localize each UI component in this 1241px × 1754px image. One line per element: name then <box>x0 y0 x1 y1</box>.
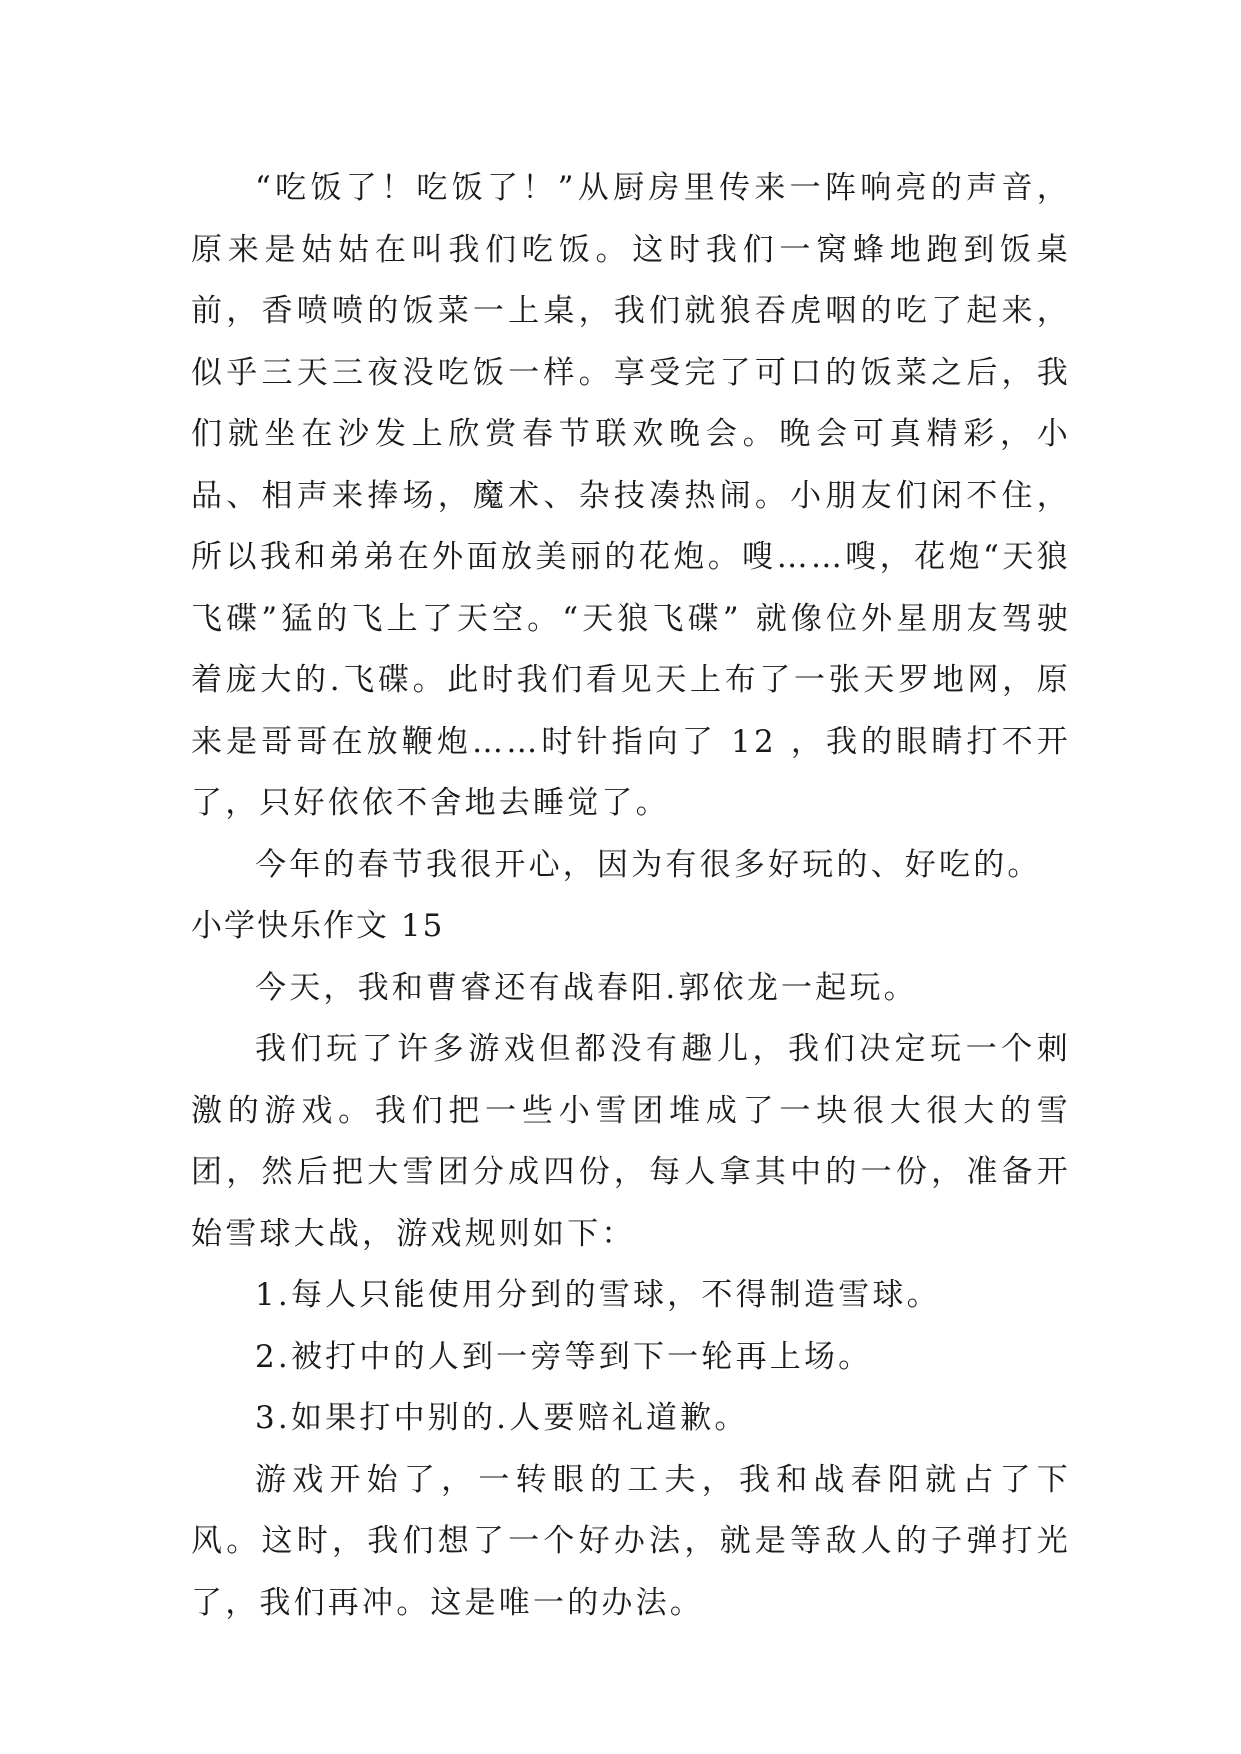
document-page <box>191 158 1071 1634</box>
rule-2: 2.被打中的人到一旁等到下一轮再上场。 <box>255 1338 873 1375</box>
rule-1: 1.每人只能使用分到的雪球，不得制造雪球。 <box>255 1277 941 1313</box>
paragraph-games: 我们玩了许多游戏但都没有趣儿，我们决定玩一个刺激的游戏。我们把一些小雪团堆成了一块很大很大的雪团，然后把大雪团分成四份，每人拿其中的一份，准备开始雪球大战，游戏规则如下： <box>191 1031 1071 1252</box>
paragraph-today: 今天，我和曹睿还有战春阳.郭依龙一起玩。 <box>255 969 918 1006</box>
paragraph-spring-festival-happy: 今年的春节我很开心，因为有很多好玩的、好吃的。 <box>255 846 1042 883</box>
section-title: 小学快乐作文 15 <box>191 908 445 944</box>
rule-3: 3.如果打中别的.人要赔礼道歉。 <box>255 1400 749 1436</box>
paragraph-game-start: 游戏开始了，一转眼的工夫，我和战春阳就占了下风。这时，我们想了一个好办法，就是等敌人的子弹打光了，我们再冲。这是唯一的办法。 <box>191 1461 1071 1621</box>
paragraph-dinner: “吃饭了！吃饭了！”从厨房里传来一阵响亮的声音，原来是姑姑在叫我们吃饭。这时我们一窝蜂地跑到饭桌前，香喷喷的饭菜一上桌，我们就狼吞虎咽的吃了起来，似乎三天三夜没吃饭一样。享受完了可口的饭菜之后，我们就坐在沙发上欣赏春节联欢晚会。晚会可真精彩，小品、相声来捧场，魔术、杂技凑热闹。小朋友们闲不住，所以我和弟弟在外面放美丽的花炮。嗖……嗖，花炮“天狼飞碟”猛的飞上了天空。“天狼飞碟” 就像位外星朋友驾驶着庞大的.飞碟。此时我们看见天上布了一张天罗地网，原来是哥哥在放鞭炮……时针指向了 12 ，我的眼睛打不开了，只好依依不舍地去睡觉了。 <box>191 170 1071 821</box>
